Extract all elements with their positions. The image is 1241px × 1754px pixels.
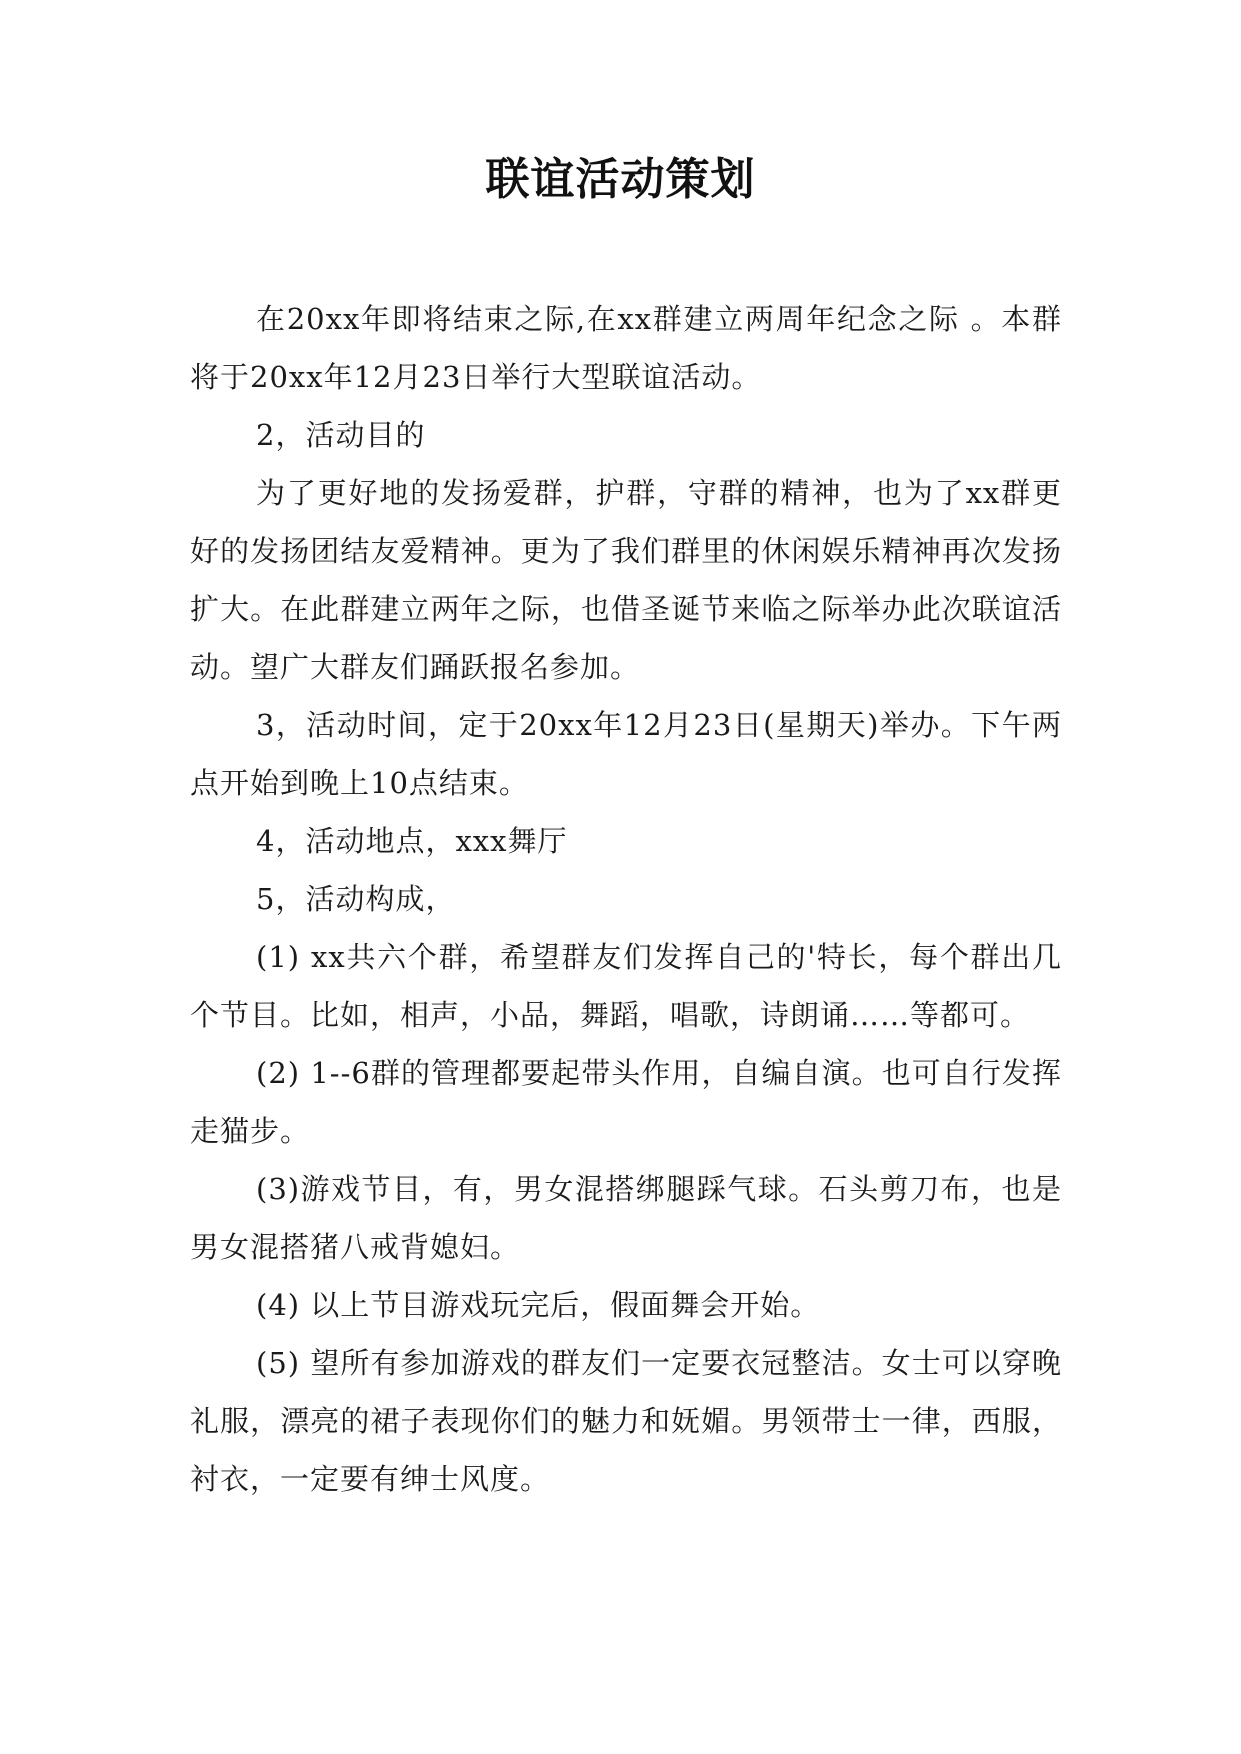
paragraph-item-5: (5) 望所有参加游戏的群友们一定要衣冠整洁。女士可以穿晚礼服，漂亮的裙子表现你们的魅力和妩媚。男领带士一律，西服，衬衣，一定要有绅士风度。 bbox=[190, 1346, 1062, 1496]
paragraph-item-4: (4) 以上节目游戏玩完后，假面舞会开始。 bbox=[256, 1288, 821, 1322]
paragraph-location: 4，活动地点，xxx舞厅 bbox=[256, 824, 568, 858]
heading-purpose: 2，活动目的 bbox=[256, 418, 426, 452]
document-body bbox=[190, 290, 1062, 1508]
heading-composition: 5，活动构成， bbox=[256, 882, 456, 916]
paragraph-item-1: (1) xx共六个群，希望群友们发挥自己的'特长，每个群出几个节目。比如，相声，小品，舞蹈，唱歌，诗朗诵……等都可。 bbox=[190, 940, 1062, 1032]
paragraph-intro: 在20xx年即将结束之际,在xx群建立两周年纪念之际 。本群将于20xx年12月23日举行大型联谊活动。 bbox=[190, 302, 1062, 394]
paragraph-purpose: 为了更好地的发扬爱群，护群，守群的精神，也为了xx群更好的发扬团结友爱精神。更为了我们群里的休闲娱乐精神再次发扬扩大。在此群建立两年之际，也借圣诞节来临之际举办此次联谊活动。望广大群友们踊跃报名参加。 bbox=[190, 476, 1062, 684]
paragraph-item-2: (2) 1--6群的管理都要起带头作用，自编自演。也可自行发挥走猫步。 bbox=[190, 1056, 1062, 1148]
paragraph-item-3: (3)游戏节目，有，男女混搭绑腿踩气球。石头剪刀布，也是男女混搭猪八戒背媳妇。 bbox=[190, 1172, 1062, 1264]
document-title: 联谊活动策划 bbox=[485, 154, 756, 205]
paragraph-time: 3，活动时间，定于20xx年12月23日(星期天)举办。下午两点开始到晚上10点结束。 bbox=[190, 708, 1062, 800]
